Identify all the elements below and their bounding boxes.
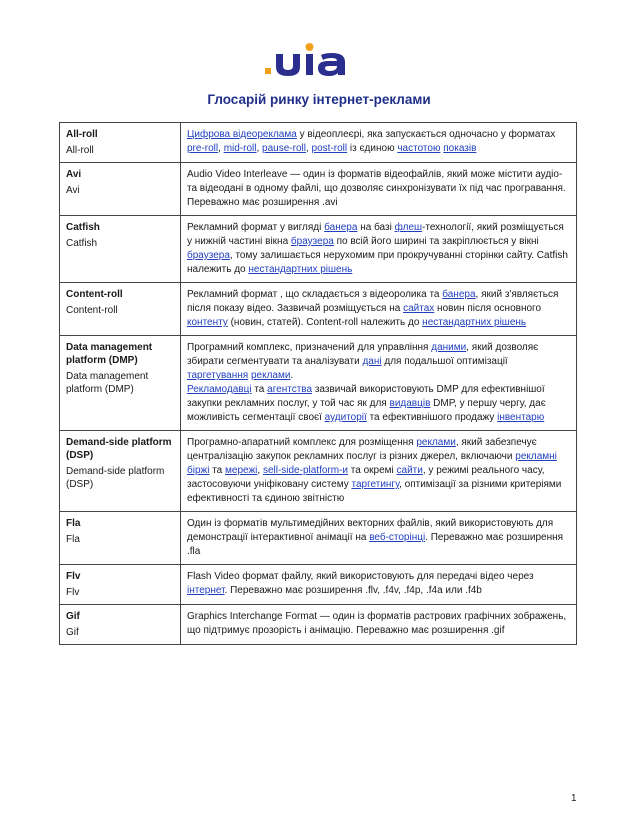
term-name: Data management platform (DMP) [66,371,149,395]
definition-text: новин після основного [434,303,542,314]
term-title: Flv [66,571,81,582]
definition-text: , [257,465,263,476]
glossary-link[interactable]: флеш [394,222,423,233]
definition-text: , який забезпечує централізацію закупок рекламних послуг із різних джерел, включаючи [187,437,537,462]
glossary-link[interactable]: нестандартних рішень [422,317,527,328]
definition-text: , [218,143,224,154]
definition-text: , [305,143,312,154]
definition-text: . [290,370,294,381]
term-title: Gif [66,611,80,622]
glossary-row [60,123,577,163]
glossary-link[interactable]: частотою [397,143,441,154]
definition-text: та [209,465,226,476]
definition-text: Audio Video Interleave — один із форматів відеофайлів, який може містити аудіо- та відеодані в одному файлі, що дозволяє синхронізувати їх під час програвання. Переважно має розширення .avi [187,169,566,208]
glossary-link[interactable]: нестандартних рішень [248,264,353,275]
definition-cell [181,123,577,163]
definition-text: , [256,143,263,154]
uia-logo [262,42,362,78]
glossary-link[interactable]: Рекламодавці [187,384,252,395]
glossary-link[interactable]: контенту [187,317,228,328]
definition-text: зазвичай використовують DMP для ефективнішої закупки рекламних послуг, у той час як для [187,384,545,409]
glossary-table [59,122,577,645]
term-name: Gif [66,627,79,638]
definition-text: , тому залишається нерухомим при прокручуванні сторінки сайту. Catfish належить до [187,250,568,275]
term-title: Content-roll [66,289,123,300]
glossary-row [60,605,577,645]
definition-text: , оптимізації за різними критеріями ефективності та єдиною звітністю [187,479,562,504]
term-cell [60,163,181,216]
glossary-link[interactable]: sell-side-platform-и [262,465,348,476]
definition-text: Програмно-апаратний комплекс для розміщення [187,437,417,448]
term-cell [60,431,181,512]
definition-text: . Переважно має розширення .fla [187,532,564,557]
glossary-link[interactable]: таргетування [187,370,249,381]
definition-text: Flash Video формат файлу, який використовують для передачі відео через [187,571,534,582]
definition-text: Рекламний формат , що складається з відеоролика та [187,289,443,300]
definition-cell [181,336,577,431]
term-title: Fla [66,518,81,529]
glossary-link[interactable]: pre-roll [187,143,219,154]
definition-cell [181,283,577,336]
term-title: Demand-side platform (DSP) [66,437,172,461]
term-cell [60,336,181,431]
term-cell [60,605,181,645]
glossary-link[interactable]: mid-roll [223,143,257,154]
glossary-row [60,336,577,431]
glossary-link[interactable]: банера [324,222,358,233]
definition-text: на базі [357,222,395,233]
glossary-link[interactable]: рекламні біржі [187,451,557,476]
term-cell [60,123,181,163]
definition-text: по всій його ширині та закріплюється у вікні [333,236,539,247]
glossary-link[interactable]: Цифрова відеореклама [187,129,297,140]
glossary-row [60,283,577,336]
term-name: Catfish [66,238,98,249]
page-title: Глосарій ринку інтернет-реклами [207,92,431,107]
glossary-link[interactable]: сайтах [403,303,435,314]
definition-cell [181,163,577,216]
definition-text: та [251,384,268,395]
definition-text: Програмний комплекс, призначений для управління [187,342,432,353]
term-name: All-roll [66,145,94,156]
definition-text: DMP, у першу чергу, дає можливість сегментації своєї [187,398,546,423]
glossary-link[interactable]: веб-сторінці [369,532,426,543]
glossary-row [60,431,577,512]
glossary-row [60,163,577,216]
definition-text: , який з'являється після показу відео. Зазвичай розміщується на [187,289,559,314]
definition-cell [181,431,577,512]
definition-text: , який дозволяє збирати сегментувати та аналізувати [187,342,539,367]
term-name: Avi [66,185,80,196]
glossary-link[interactable]: браузера [187,250,230,261]
glossary-link[interactable]: таргетингу [351,479,400,490]
definition-text: та ефективнішого продажу [366,412,498,423]
definition-cell [181,512,577,565]
definition-cell [181,565,577,605]
glossary-link[interactable]: інтернет [187,585,225,596]
glossary-link[interactable]: браузера [290,236,334,247]
glossary-link[interactable]: post-roll [311,143,348,154]
definition-text: та окремі [348,465,397,476]
definition-text: . Переважно має розширення .flv, .f4v, .f4p, .f4a или .f4b [224,585,482,596]
glossary-link[interactable]: показів [443,143,477,154]
term-cell [60,512,181,565]
definition-text: Рекламний формат у вигляді [187,222,325,233]
term-name: Demand-side platform (DSP) [66,466,165,490]
term-name: Flv [66,587,80,598]
definition-text: (новин, статей). Content-roll належить до [227,317,423,328]
definition-text: -технології, який розміщується у нижній частині вікна [187,222,564,247]
glossary-row [60,216,577,283]
term-title: Data management platform (DMP) [66,342,153,366]
glossary-link[interactable]: pause-roll [262,143,306,154]
glossary-row [60,512,577,565]
definition-text: Graphics Interchange Format — один із форматів растрових графічних зображень, що підтримує прозорість і анімацію. Переважно має розширення .gif [187,611,567,636]
term-name: Content-roll [66,305,118,316]
glossary-link[interactable]: банера [442,289,476,300]
glossary-link[interactable]: видавців [389,398,431,409]
term-title: All-roll [66,129,98,140]
glossary-link[interactable]: агентства [267,384,313,395]
glossary-link[interactable]: інвентарю [497,412,545,423]
term-name: Fla [66,534,80,545]
term-cell [60,283,181,336]
definition-text: Один із форматів мультимедійних векторних файлів, який використовують для демонстрації інтерактивної анімації на [187,518,554,543]
glossary-link[interactable]: реклами [416,437,456,448]
glossary-link[interactable]: аудиторії [324,412,367,423]
glossary-link[interactable]: дані [362,356,382,367]
definition-cell [181,216,577,283]
term-cell [60,565,181,605]
term-title: Catfish [66,222,100,233]
definition-text: , у режимі реального часу, застосовуючи уніфіковану систему [187,465,545,490]
page-number: 1 [571,793,577,804]
glossary-link[interactable]: реклами [250,370,291,381]
definition-text: у відеоплеєрі, яка запускається одночасно у форматах [296,129,556,140]
definition-text: із єдиною [347,143,398,154]
glossary-link[interactable]: даними [431,342,467,353]
definition-cell [181,605,577,645]
glossary-link[interactable]: сайти [396,465,423,476]
glossary-link[interactable]: мережі [225,465,258,476]
glossary-row [60,565,577,605]
term-title: Avi [66,169,82,180]
definition-text: для подальшої оптимізації [381,356,508,367]
term-cell [60,216,181,283]
